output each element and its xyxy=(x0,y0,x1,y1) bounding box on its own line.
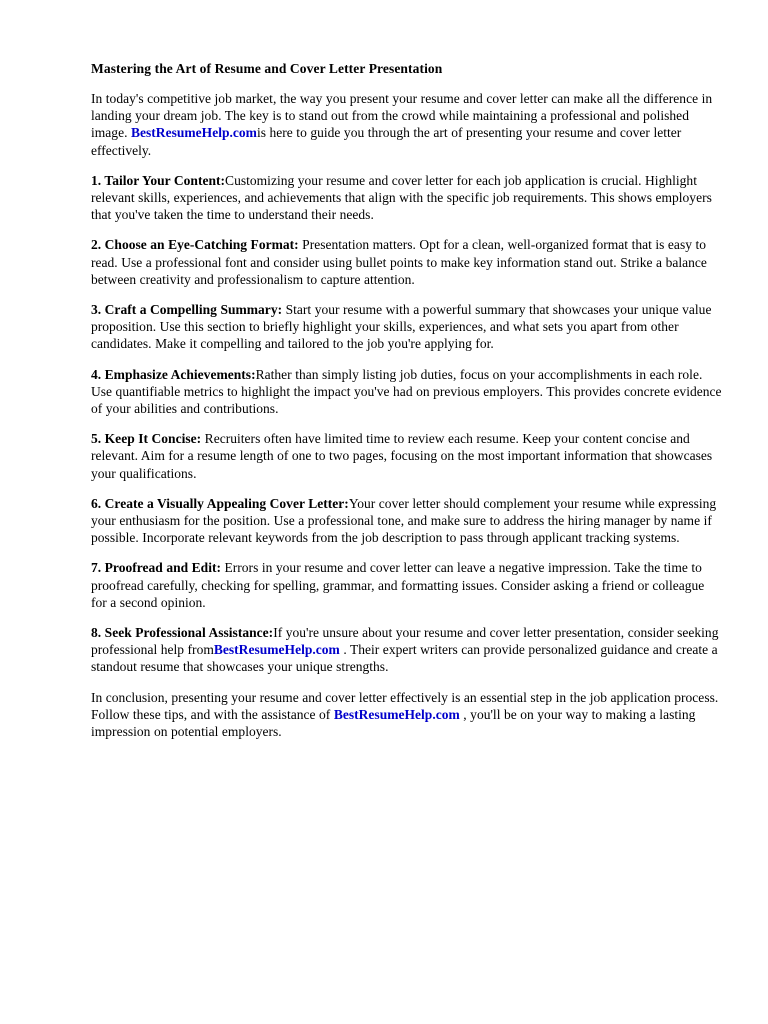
bestresumehelp-link[interactable]: BestResumeHelp.com xyxy=(213,642,340,658)
tip-body-8-before-link: If you're unsure about your resume and cover letter presentation, consider seeking professional help from xyxy=(91,625,719,658)
tip-body-3: Start your resume with a powerful summary that showcases your unique value proposition. Use this section to briefly highlight your skills, experiences, and what sets you apart from other candidates. Make it compelling and tailored to the job you're applying for. xyxy=(91,302,712,352)
tip-item-8 xyxy=(91,624,723,676)
conclusion-text-before-link: In conclusion, presenting your resume and cover letter effectively is an essential step in the job application process. Follow these tips, and with the assistance of xyxy=(91,689,719,722)
bestresumehelp-link[interactable]: BestResumeHelp.com xyxy=(130,125,257,141)
tip-body-5: Recruiters often have limited time to review each resume. Keep your content concise and relevant. Aim for a resume length of one to two pages, focusing on the most important information that showcases your qualifications. xyxy=(91,431,713,481)
intro-text-after-link: is here to guide you through the art of presenting your resume and cover letter effectively. xyxy=(91,125,682,158)
tip-body-6: Your cover letter should complement your resume while expressing your enthusiasm for the position. Use a professional tone, and make sure to address the hiring manager by name if possible. Incorporate relevant keywords from the job description to pass through applicant tracking systems. xyxy=(91,495,717,546)
tip-item-4 xyxy=(91,366,723,418)
tip-item-7 xyxy=(91,559,723,611)
document-body xyxy=(91,60,723,740)
tip-body-4: Rather than simply listing job duties, focus on your accomplishments in each role. Use quantifiable metrics to highlight the impact you've had on previous employers. This provides concrete evidence of your abilities and contributions. xyxy=(91,366,722,417)
conclusion-text-after-link: , you'll be on your way to making a lasting impression on potential employers. xyxy=(91,706,696,740)
tip-item-2 xyxy=(91,236,723,288)
tip-heading-7: 7. Proofread and Edit: xyxy=(91,560,221,576)
tip-item-6 xyxy=(91,495,723,547)
tip-heading-1: 1. Tailor Your Content: xyxy=(91,172,226,188)
conclusion-paragraph xyxy=(91,689,723,741)
tip-heading-4: 4. Emphasize Achievements: xyxy=(91,366,256,382)
page-title: Mastering the Art of Resume and Cover Letter Presentation xyxy=(91,61,443,76)
tip-item-1 xyxy=(91,172,723,224)
bestresumehelp-link[interactable]: BestResumeHelp.com xyxy=(333,706,460,722)
tip-heading-5: 5. Keep It Concise: xyxy=(91,431,202,447)
tip-heading-3: 3. Craft a Compelling Summary: xyxy=(91,302,283,318)
tip-body-8-after-link: . Their expert writers can provide personalized guidance and create a standout resume that showcases your unique strengths. xyxy=(91,642,718,675)
intro-text-before-link: In today's competitive job market, the way you present your resume and cover letter can make all the difference in landing your dream job. The key is to stand out from the crowd while maintaining a professional and polished image. xyxy=(91,91,713,141)
tip-item-5 xyxy=(91,430,723,482)
tip-body-2: Presentation matters. Opt for a clean, well-organized format that is easy to read. Use a professional font and consider using bullet points to make key information stand out. Strike a balance between creativity and professionalism to capture attention. xyxy=(91,237,707,287)
intro-paragraph xyxy=(91,90,723,159)
tip-heading-6: 6. Create a Visually Appealing Cover Letter: xyxy=(91,495,349,511)
tip-body-7: Errors in your resume and cover letter can leave a negative impression. Take the time to proofread carefully, checking for spelling, grammar, and formatting issues. Consider asking a friend or colleague for a second opinion. xyxy=(91,560,705,610)
tip-heading-8: 8. Seek Professional Assistance: xyxy=(91,625,274,641)
tip-heading-2: 2. Choose an Eye-Catching Format: xyxy=(91,237,299,253)
tip-body-1: Customizing your resume and cover letter for each job application is crucial. Highlight relevant skills, experiences, and achievements that align with the specific job requirements. This shows employers that you've taken the time to understand their needs. xyxy=(91,172,712,223)
tip-item-3 xyxy=(91,301,723,353)
